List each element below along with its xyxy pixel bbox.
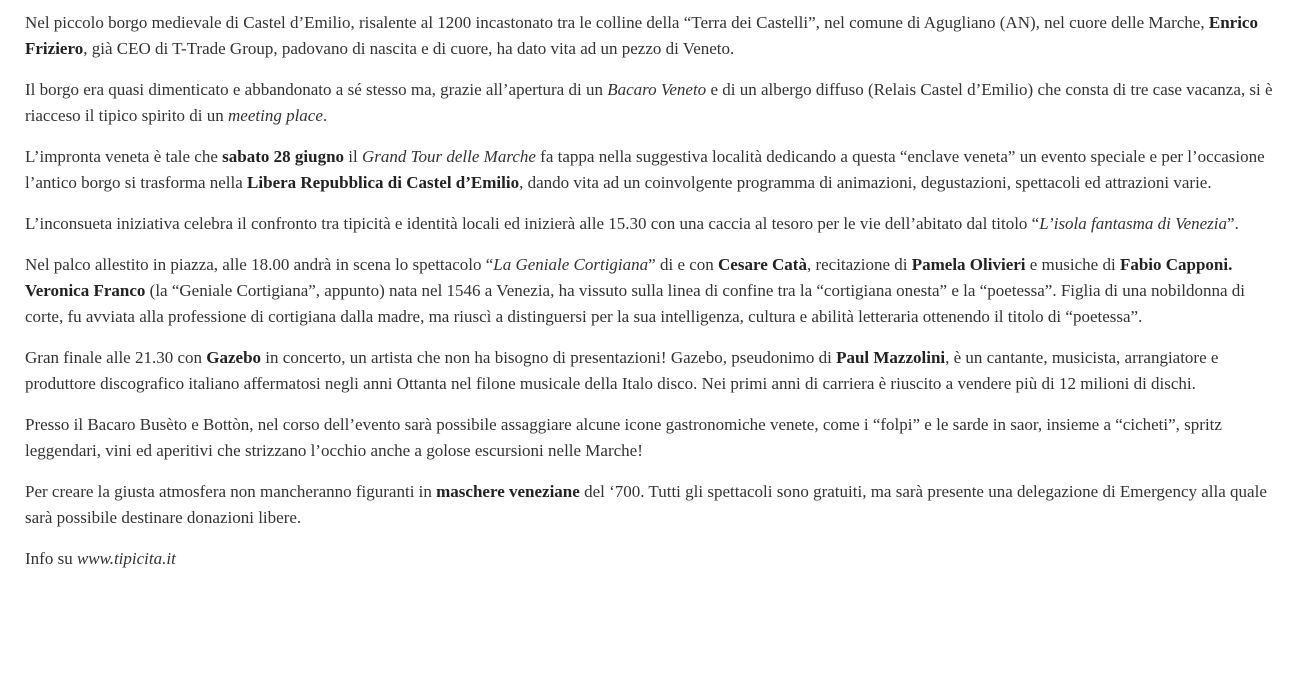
text-run: Gran finale alle 21.30 con bbox=[25, 348, 207, 367]
text-run: Presso il Bacaro Busèto e Bottòn, nel corso dell’evento sarà possibile assaggiare alcune icone gastronomiche venete, come i “folpi” e le sarde in saor, insieme a “cicheti”, spritz leggendari, vini ed aperitivi che strizzano l’occhio anche a golose escursioni nelle Marche! bbox=[25, 415, 1222, 460]
text-run: Per creare la giusta atmosfera non mancheranno figuranti in bbox=[25, 482, 437, 501]
italic-text: La Geniale Cortigiana bbox=[493, 255, 649, 274]
bold-text: Libera Repubblica di Castel d’Emilio bbox=[247, 173, 520, 192]
text-run: , è un cantante, musicista, arrangiatore e produttore discografico italiano affermatosi negli anni Ottanta nel filone musicale della Italo disco. Nei primi anni di carriera è riuscito a vendere più di 12 milioni di dischi. bbox=[25, 348, 1219, 393]
paragraph-1 bbox=[25, 10, 1280, 62]
paragraph-2 bbox=[25, 77, 1280, 129]
text-run: . bbox=[322, 106, 328, 125]
text-run: ” di e con bbox=[648, 255, 719, 274]
paragraph-5 bbox=[25, 252, 1280, 330]
bold-text: Fabio Capponi. Veronica Franco bbox=[25, 255, 1233, 300]
italic-text: Bacaro Veneto bbox=[607, 80, 707, 99]
text-run: , già CEO di T-Trade Group, padovano di nascita e di cuore, ha dato vita ad un pezzo di Veneto. bbox=[83, 39, 735, 58]
text-run: Info su bbox=[25, 549, 77, 568]
text-run: ”. bbox=[1227, 214, 1239, 233]
text-run: il bbox=[344, 147, 362, 166]
bold-text: Pamela Olivieri bbox=[911, 255, 1026, 274]
text-run: (la “Geniale Cortigiana”, appunto) nata nel 1546 a Venezia, ha vissuto sulla linea di confine tra la “cortigiana onesta” e la “poetessa”. Figlia di una nobildonna di corte, fu avviata alla professione di cortigiana dalla madre, ma riuscì a distinguersi per la sua intelligenza, cultura e abilità letteraria ottenendo il titolo di “poetessa”. bbox=[25, 281, 1245, 326]
bold-text: maschere veneziane bbox=[436, 482, 580, 501]
paragraph-8 bbox=[25, 479, 1280, 531]
text-run: in concerto, un artista che non ha bisogno di presentazioni! Gazebo, pseudonimo di bbox=[261, 348, 837, 367]
text-run: L’inconsueta iniziativa celebra il confronto tra tipicità e identità locali ed inizierà alle 15.30 con una caccia al tesoro per le vie dell’abitato dal titolo “ bbox=[25, 214, 1040, 233]
text-run: fa tappa nella suggestiva località dedicando a questa “enclave veneta” un evento speciale e per l’occasione l’antico borgo si trasforma nella bbox=[25, 147, 1265, 192]
text-run: del ‘700. Tutti gli spettacoli sono gratuiti, ma sarà presente una delegazione di Emergency alla quale sarà possibile destinare donazioni libere. bbox=[25, 482, 1267, 527]
italic-text: meeting place bbox=[228, 106, 323, 125]
italic-text: L’isola fantasma di Venezia bbox=[1039, 214, 1228, 233]
italic-text: Grand Tour delle Marche bbox=[361, 147, 536, 166]
text-run: , dando vita ad un coinvolgente programma di animazioni, degustazioni, spettacoli ed attrazioni varie. bbox=[519, 173, 1212, 192]
bold-text: Enrico Friziero bbox=[25, 13, 1258, 58]
text-run: Il borgo era quasi dimenticato e abbandonato a sé stesso ma, grazie all’apertura di un bbox=[25, 80, 608, 99]
paragraph-7 bbox=[25, 412, 1280, 464]
text-run: e di un albergo diffuso (Relais Castel d’Emilio) che consta di tre case vacanza, si è riacceso il tipico spirito di un bbox=[25, 80, 1273, 125]
text-run: L’impronta veneta è tale che bbox=[25, 147, 223, 166]
paragraph-3 bbox=[25, 144, 1280, 196]
bold-text: Gazebo bbox=[206, 348, 262, 367]
text-run: e musiche di bbox=[1025, 255, 1120, 274]
text-run: Nel piccolo borgo medievale di Castel d’Emilio, risalente al 1200 incastonato tra le colline della “Terra dei Castelli”, nel comune di Agugliano (AN), nel cuore delle Marche, bbox=[25, 13, 1209, 32]
website-link[interactable]: www.tipicita.it bbox=[76, 549, 176, 568]
paragraph-4 bbox=[25, 211, 1280, 237]
paragraph-9 bbox=[25, 546, 1280, 572]
bold-text: sabato 28 giugno bbox=[222, 147, 345, 166]
bold-text: Cesare Catà bbox=[718, 255, 807, 274]
paragraph-6 bbox=[25, 345, 1280, 397]
bold-text: Paul Mazzolini bbox=[836, 348, 946, 367]
text-run: Nel palco allestito in piazza, alle 18.00 andrà in scena lo spettacolo “ bbox=[25, 255, 494, 274]
text-run: , recitazione di bbox=[806, 255, 912, 274]
